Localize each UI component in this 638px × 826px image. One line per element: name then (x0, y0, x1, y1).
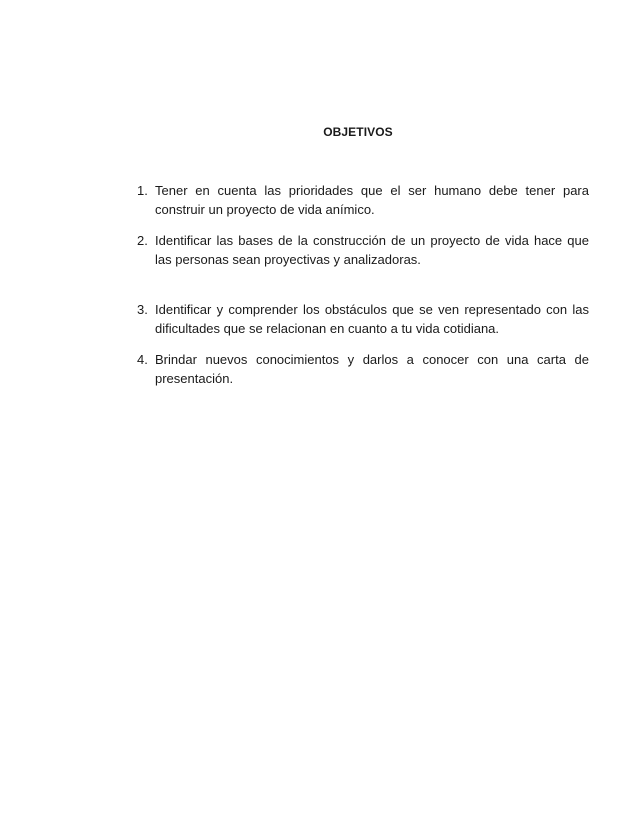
objective-item-4 (137, 350, 589, 388)
objective-text: Tener en cuenta las prioridades que el ser humano debe tener para construir un proyecto de vida anímico. (155, 183, 589, 217)
objective-text: Identificar las bases de la construcción de un proyecto de vida hace que las personas sean proyectivas y analizadoras. (155, 233, 589, 267)
objective-number: 4. (137, 352, 148, 367)
objective-number: 1. (137, 183, 148, 198)
objective-item-3 (137, 300, 589, 338)
objective-number: 2. (137, 233, 148, 248)
objective-number: 3. (137, 302, 148, 317)
objective-text: Identificar y comprender los obstáculos que se ven representado con las dificultades que se relacionan en cuanto a tu vida cotidiana. (155, 302, 589, 336)
page-title: OBJETIVOS (323, 125, 393, 139)
objective-text: Brindar nuevos conocimientos y darlos a conocer con una carta de presentación. (155, 352, 589, 386)
objective-item-2 (137, 231, 589, 269)
objectives-list (137, 181, 589, 388)
objective-item-1 (137, 181, 589, 219)
